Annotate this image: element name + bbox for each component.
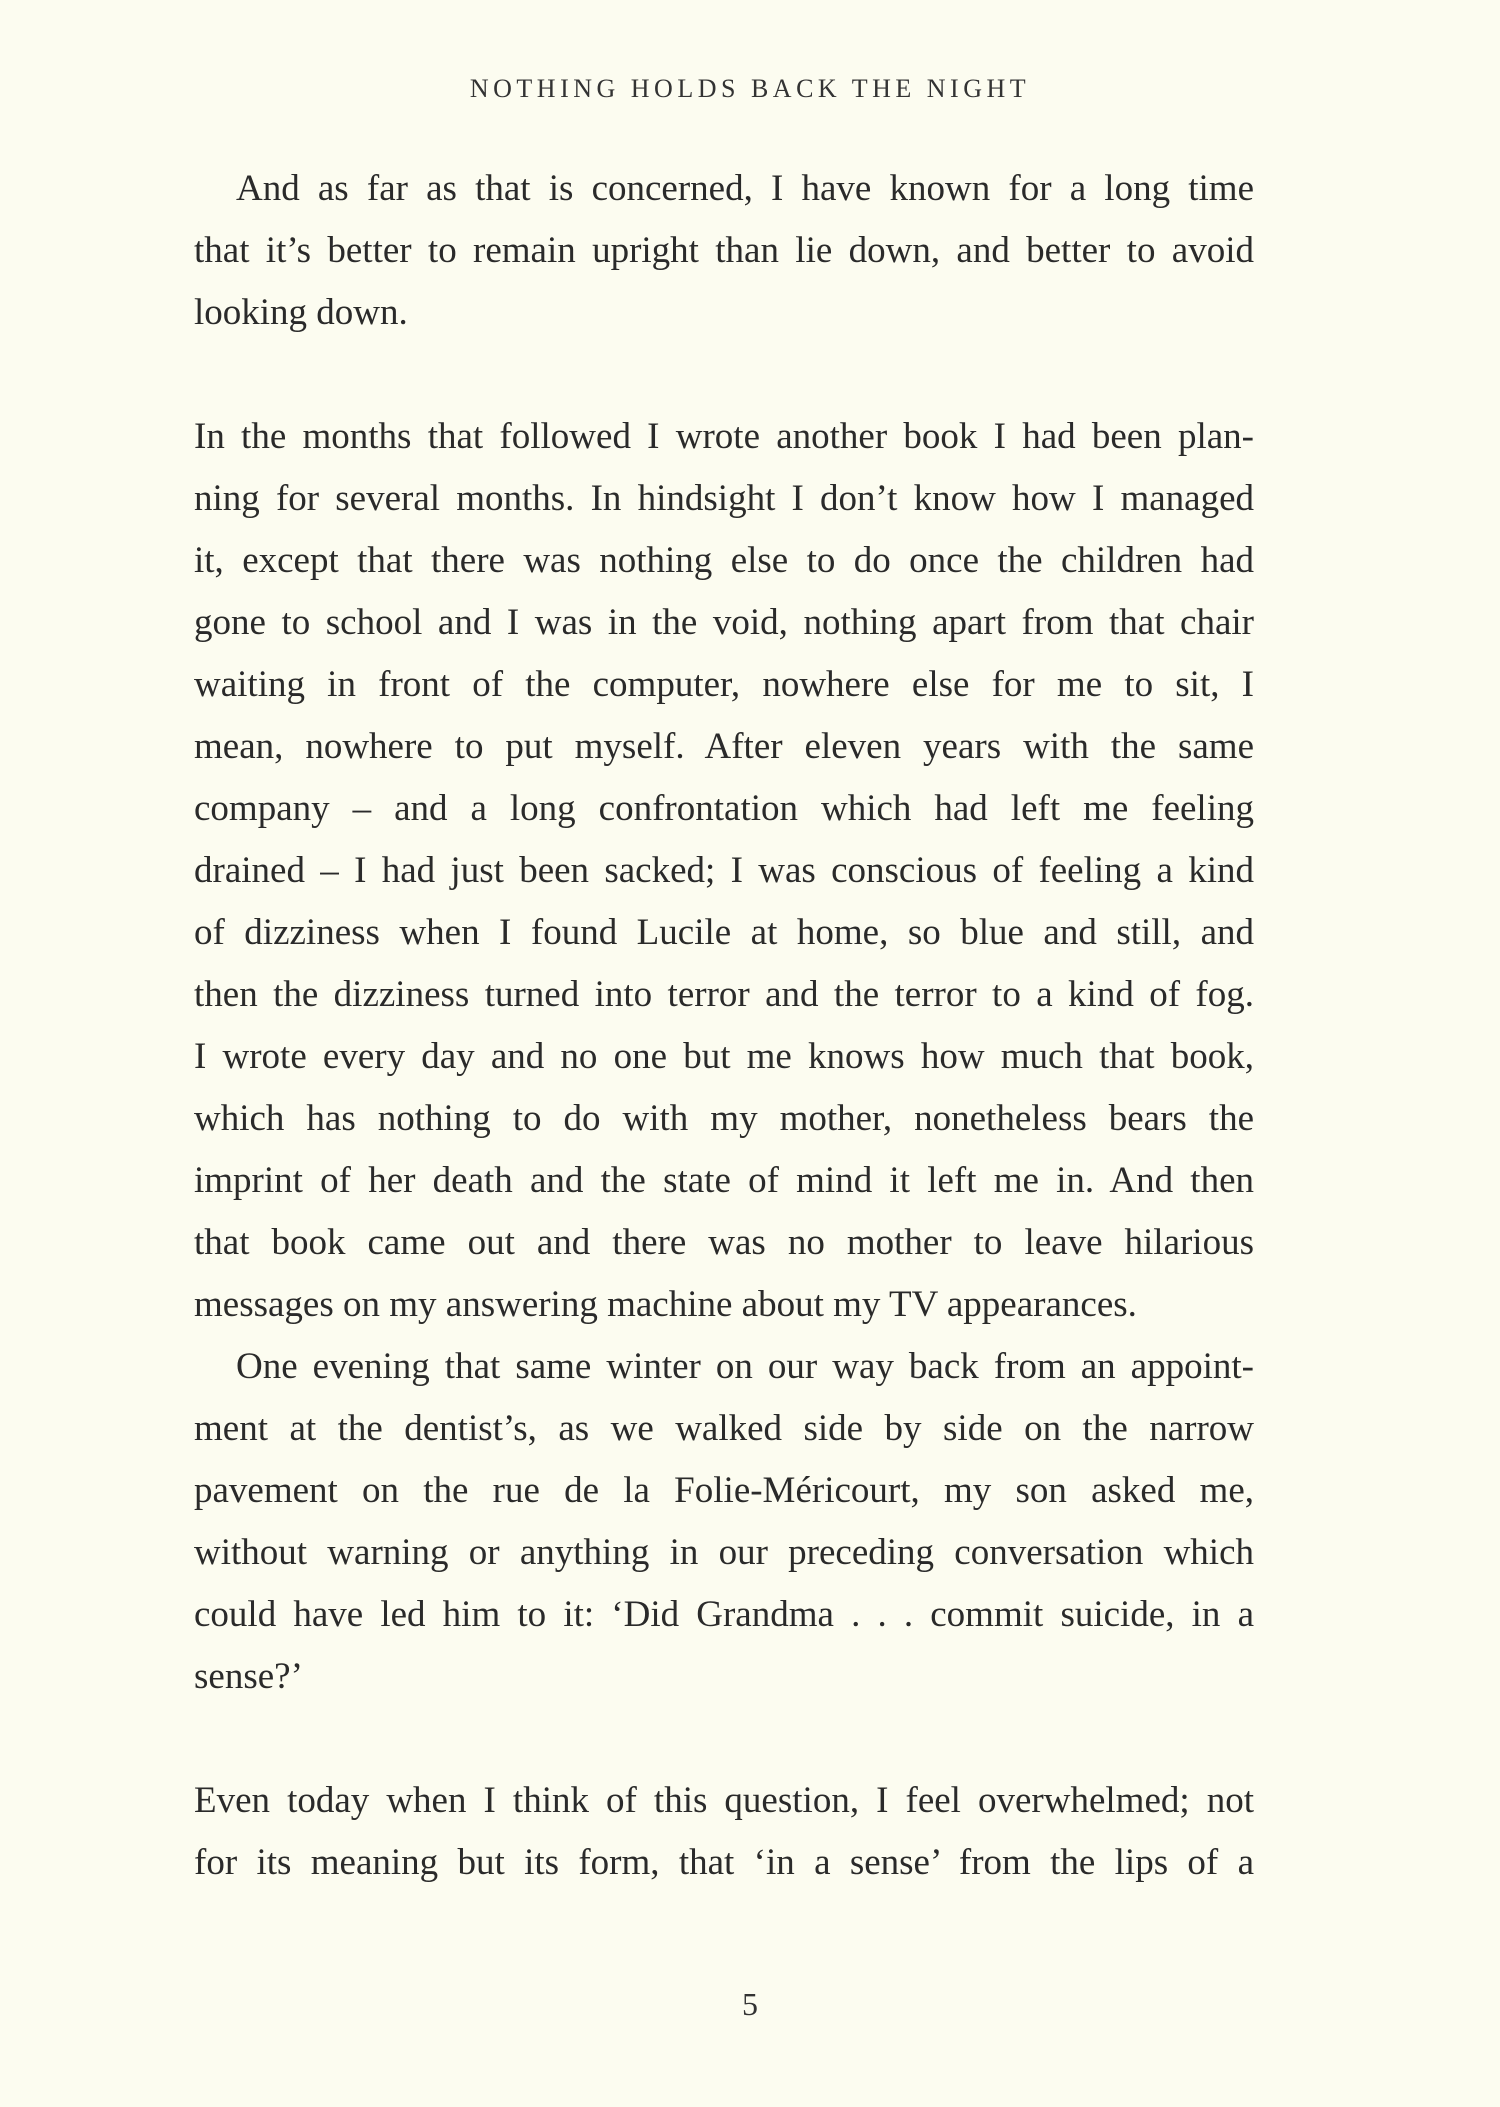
text-line: waiting in front of the computer, nowhere else for me to sit, I bbox=[194, 664, 1254, 705]
paragraph bbox=[194, 406, 1254, 1336]
text-line: could have led him to it: ‘Did Grandma . . . commit suicide, in a bbox=[194, 1594, 1254, 1635]
text-line: I wrote every day and no one but me knows how much that book, bbox=[194, 1036, 1254, 1077]
text-line: which has nothing to do with my mother, nonetheless bears the bbox=[194, 1098, 1254, 1139]
text-line: ment at the dentist’s, as we walked side by side on the narrow bbox=[194, 1408, 1254, 1449]
text-line: that book came out and there was no mother to leave hilarious bbox=[194, 1222, 1254, 1263]
text-line: then the dizziness turned into terror and the terror to a kind of fog. bbox=[194, 974, 1254, 1015]
text-line: gone to school and I was in the void, nothing apart from that chair bbox=[194, 602, 1254, 643]
text-line: company – and a long confrontation which had left me feeling bbox=[194, 788, 1254, 829]
text-line: imprint of her death and the state of mind it left me in. And then bbox=[194, 1160, 1254, 1201]
text-line: And as far as that is concerned, I have known for a long time bbox=[236, 168, 1254, 209]
text-line: One evening that same winter on our way back from an appoint- bbox=[236, 1346, 1254, 1387]
text-line: ning for several months. In hindsight I don’t know how I managed bbox=[194, 478, 1254, 519]
text-line: of dizziness when I found Lucile at home, so blue and still, and bbox=[194, 912, 1254, 953]
text-line: pavement on the rue de la Folie-Méricourt, my son asked me, bbox=[194, 1470, 1254, 1511]
paragraph bbox=[194, 1336, 1254, 1708]
page-number: 5 bbox=[742, 1986, 758, 2022]
running-head-title: NOTHING HOLDS BACK THE NIGHT bbox=[469, 74, 1031, 103]
text-line: Even today when I think of this question, I feel overwhelmed; not bbox=[194, 1780, 1254, 1821]
text-line: that it’s better to remain upright than lie down, and better to avoid bbox=[194, 230, 1254, 271]
text-line: it, except that there was nothing else to do once the children had bbox=[194, 540, 1254, 581]
text-line: without warning or anything in our preceding conversation which bbox=[194, 1532, 1254, 1573]
section-break bbox=[194, 344, 1254, 406]
text-line: drained – I had just been sacked; I was conscious of feeling a kind bbox=[194, 850, 1254, 891]
body-text bbox=[194, 158, 1254, 1894]
text-line: messages on my answering machine about my TV appearances. bbox=[194, 1284, 1137, 1325]
paragraph bbox=[194, 1770, 1254, 1894]
paragraph bbox=[194, 158, 1254, 344]
section-break bbox=[194, 1708, 1254, 1770]
text-line: looking down. bbox=[194, 292, 408, 333]
text-line: for its meaning but its form, that ‘in a sense’ from the lips of a bbox=[194, 1842, 1254, 1883]
text-line: mean, nowhere to put myself. After eleven years with the same bbox=[194, 726, 1254, 767]
text-line: In the months that followed I wrote another book I had been plan- bbox=[194, 416, 1254, 457]
text-line: sense?’ bbox=[194, 1656, 303, 1697]
